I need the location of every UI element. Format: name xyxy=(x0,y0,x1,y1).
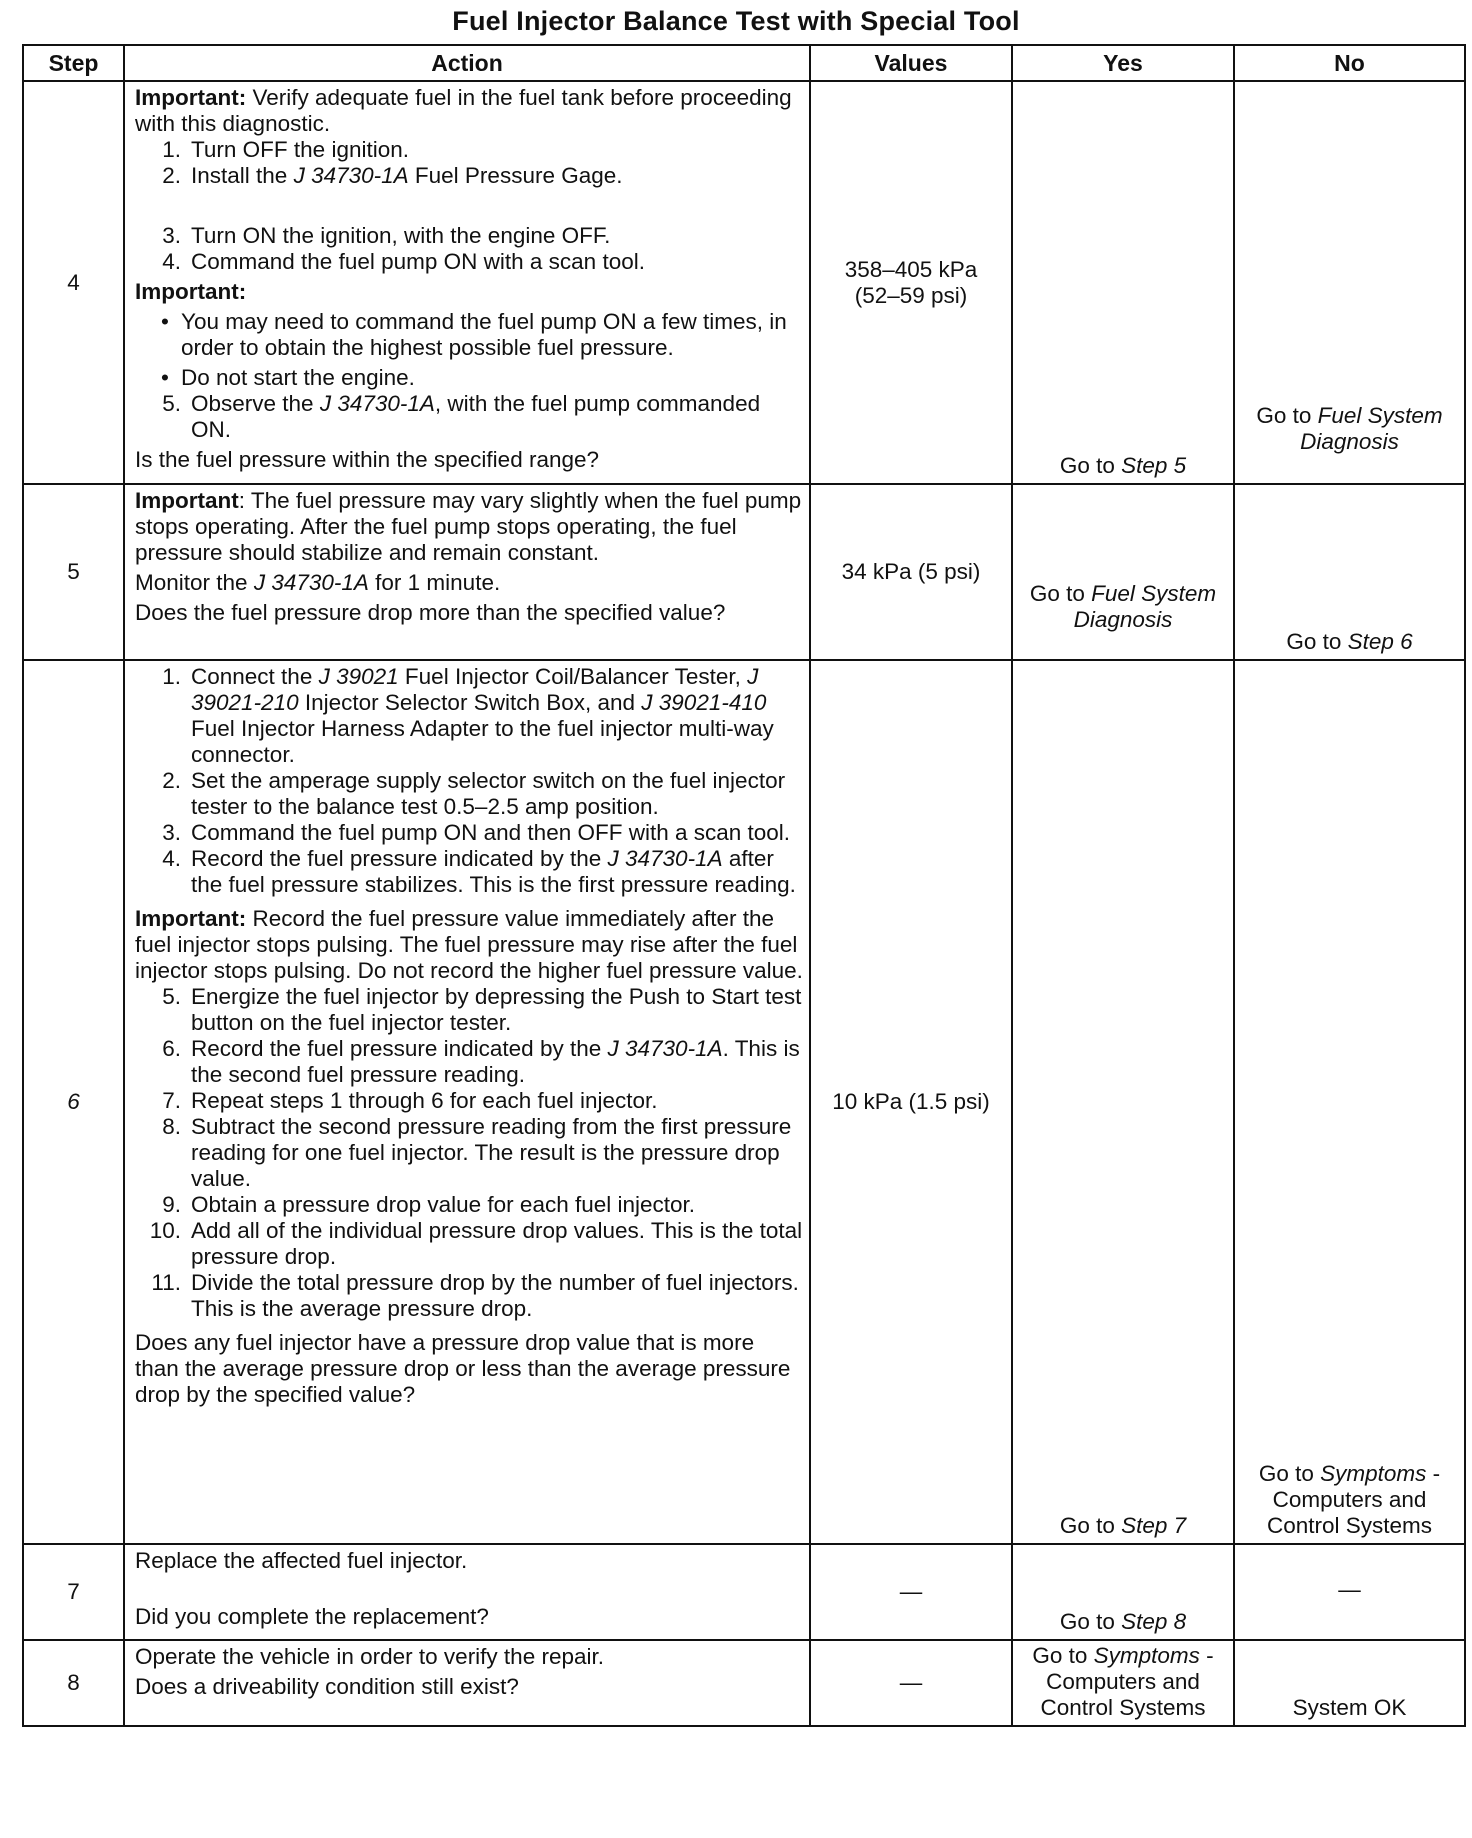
fuel-system-diagnosis-link[interactable]: Fuel System Diagnosis xyxy=(1073,581,1217,632)
step-number: 5 xyxy=(23,484,124,660)
question-text: Does a driveability condition still exist? xyxy=(135,1674,519,1699)
list-item: 4. Record the fuel pressure indicated by the J 34730-1A after the fuel pressure stabilizes. This is the first pressure reading. xyxy=(162,846,796,897)
list-item: 7. Repeat steps 1 through 6 for each fuel injector. xyxy=(162,1088,658,1113)
list-item: 9. Obtain a pressure drop value for each fuel injector. xyxy=(162,1192,696,1217)
step-number: 8 xyxy=(23,1640,124,1726)
table-row-step-8 xyxy=(23,1640,1465,1726)
question-text: Does the fuel pressure drop more than the specified value? xyxy=(135,600,726,625)
step-link[interactable]: Step 7 xyxy=(1121,1513,1187,1538)
procedure-list xyxy=(135,391,803,443)
action-cell xyxy=(124,1544,810,1640)
yes-cell[interactable]: Go to Step 5 xyxy=(1012,81,1234,484)
table-row-step-5 xyxy=(23,484,1465,660)
list-item: 10. Add all of the individual pressure drop values. This is the total pressure drop. xyxy=(149,1218,803,1269)
important-note: Important: Record the fuel pressure value immediately after the fuel injector stops pulsing. The fuel pressure may rise after the fuel injector stops pulsing. Do not record the higher fuel pressure value. xyxy=(135,906,803,983)
monitor-text: Monitor the J 34730-1A for 1 minute. xyxy=(135,570,501,595)
question-text: Does any fuel injector have a pressure drop value that is more than the average pressure drop or less than the average pressure drop by the specified value? xyxy=(135,1330,791,1407)
step-link[interactable]: Step 8 xyxy=(1121,1609,1187,1634)
header-step: Step xyxy=(23,45,124,81)
step-number: 6 xyxy=(23,660,124,1544)
values-cell: 34 kPa (5 psi) xyxy=(810,484,1012,660)
yes-cell[interactable]: Go to Fuel System Diagnosis xyxy=(1012,484,1234,660)
list-item: 1. Connect the J 39021 Fuel Injector Coil/Balancer Tester, J 39021-210 Injector Selector Switch Box, and J 39021-410 Fuel Injector Harness Adapter to the fuel injector multi-way connector. xyxy=(162,664,774,767)
step-number: 7 xyxy=(23,1544,124,1640)
header-no: No xyxy=(1234,45,1465,81)
table-row-step-4 xyxy=(23,81,1465,484)
important-note: Important: Verify adequate fuel in the fuel tank before proceeding with this diagnostic. xyxy=(135,85,792,136)
no-cell[interactable]: Go to Symptoms - Computers and Control Systems xyxy=(1234,660,1465,1544)
symptoms-link[interactable]: Symptoms xyxy=(1093,1643,1200,1668)
list-item: • Do not start the engine. xyxy=(135,365,803,391)
page-title: Fuel Injector Balance Test with Special Tool xyxy=(452,6,1020,36)
values-cell: 358–405 kPa (52–59 psi) xyxy=(810,81,1012,484)
list-item: 5. Observe the J 34730-1A, with the fuel pump commanded ON. xyxy=(162,391,761,442)
action-text: Operate the vehicle in order to verify the repair. xyxy=(135,1644,604,1669)
step-link[interactable]: Step 5 xyxy=(1121,453,1187,478)
header-values: Values xyxy=(810,45,1012,81)
step-number: 4 xyxy=(23,81,124,484)
symptoms-link[interactable]: Symptoms xyxy=(1320,1461,1427,1486)
question-text: Did you complete the replacement? xyxy=(135,1604,489,1629)
action-cell xyxy=(124,484,810,660)
values-cell: — xyxy=(810,1544,1012,1640)
header-action: Action xyxy=(124,45,810,81)
list-item: 4. Command the fuel pump ON with a scan tool. xyxy=(162,249,645,274)
action-cell xyxy=(124,660,810,1544)
list-item: 2. Set the amperage supply selector switch on the fuel injector tester to the balance test 0.5–2.5 amp position. xyxy=(162,768,786,819)
fuel-system-diagnosis-link[interactable]: Fuel System Diagnosis xyxy=(1300,403,1443,454)
question-text: Is the fuel pressure within the specified range? xyxy=(135,447,600,472)
no-cell[interactable]: Go to Fuel System Diagnosis xyxy=(1234,81,1465,484)
values-cell: — xyxy=(810,1640,1012,1726)
no-cell: System OK xyxy=(1234,1640,1465,1726)
table-row-step-6 xyxy=(23,660,1465,1544)
bullet-list xyxy=(135,309,803,391)
list-item: 11. Divide the total pressure drop by the number of fuel injectors. This is the average pressure drop. xyxy=(151,1270,799,1321)
list-item: 1. Turn OFF the ignition. xyxy=(162,137,410,162)
table-header-row xyxy=(23,45,1465,81)
action-cell xyxy=(124,1640,810,1726)
list-item: 2. Install the J 34730-1A Fuel Pressure Gage. xyxy=(162,163,623,188)
yes-cell[interactable]: Go to Step 7 xyxy=(1012,660,1234,1544)
list-item: • You may need to command the fuel pump ON a few times, in order to obtain the highest possible fuel pressure. xyxy=(135,309,803,361)
header-yes: Yes xyxy=(1012,45,1234,81)
procedure-list xyxy=(135,984,803,1322)
diagnostic-table xyxy=(22,44,1466,1727)
values-cell: 10 kPa (1.5 psi) xyxy=(810,660,1012,1544)
important-note: Important: The fuel pressure may vary slightly when the fuel pump stops operating. After the fuel pump stops operating, the fuel pressure should stabilize and remain constant. xyxy=(135,488,802,565)
table-row-step-7 xyxy=(23,1544,1465,1640)
important-label: Important: xyxy=(135,279,247,304)
action-text: Replace the affected fuel injector. xyxy=(135,1548,468,1573)
list-item: 3. Command the fuel pump ON and then OFF with a scan tool. xyxy=(162,820,791,845)
yes-cell[interactable]: Go to Step 8 xyxy=(1012,1544,1234,1640)
no-cell[interactable]: Go to Step 6 xyxy=(1234,484,1465,660)
procedure-list xyxy=(135,223,803,275)
procedure-list xyxy=(135,664,803,898)
procedure-list xyxy=(135,137,803,189)
step-link[interactable]: Step 6 xyxy=(1347,629,1413,654)
yes-cell[interactable]: Go to Symptoms - Computers and Control Systems xyxy=(1012,1640,1234,1726)
list-item: 3. Turn ON the ignition, with the engine OFF. xyxy=(162,223,611,248)
list-item: 8. Subtract the second pressure reading from the first pressure reading for one fuel injector. The result is the pressure drop value. xyxy=(162,1114,792,1191)
action-cell xyxy=(124,81,810,484)
list-item: 6. Record the fuel pressure indicated by the J 34730-1A. This is the second fuel pressure reading. xyxy=(162,1036,800,1087)
list-item: 5. Energize the fuel injector by depressing the Push to Start test button on the fuel injector tester. xyxy=(162,984,802,1035)
no-cell: — xyxy=(1234,1544,1465,1640)
